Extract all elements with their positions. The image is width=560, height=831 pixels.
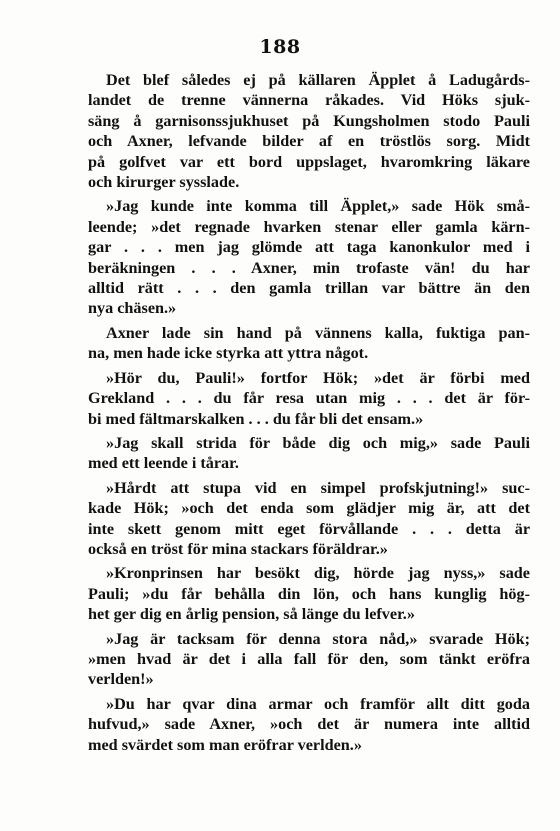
text-line: också en tröst för mina stackars föräldrar.» xyxy=(88,539,388,558)
paragraph xyxy=(88,629,530,690)
text-line: het ger dig en årlig pension, så länge du lefver.» xyxy=(88,605,415,624)
text-line: »Hårdt att stupa vid en simpel profskjutning!» suc- xyxy=(106,478,530,497)
text-line: »Du har qvar dina armar och framför allt ditt goda xyxy=(106,694,530,713)
text-line: kade Hök; »och det enda som glädjer mig är, att det xyxy=(88,499,530,518)
text-line: med ett leende i tårar. xyxy=(88,454,239,473)
text-line: Axner lade sin hand på vännens kalla, fuktiga pan- xyxy=(106,323,530,342)
text-line: med svärdet som man eröfrar verlden.» xyxy=(88,735,362,754)
text-line: bi med fältmarskalken . . . du får bli det ensam.» xyxy=(88,409,424,428)
text-line: »men hvad är det i alla fall för den, som tänkt eröfra xyxy=(88,649,530,668)
text-line: »Kronprinsen har besökt dig, hörde jag nyss,» sade xyxy=(106,564,530,583)
text-line: nya chäsen.» xyxy=(88,299,177,318)
text-line: på golfvet var ett bord uppslaget, hvaromkring läkare xyxy=(88,152,530,171)
text-line: Grekland . . . du får resa utan mig . . . det är för- xyxy=(88,389,530,408)
text-line: beräkningen . . . Axner, min trofaste vän! du har xyxy=(88,258,530,277)
text-line: »Hör du, Pauli!» fortfor Hök; »det är förbi med xyxy=(106,368,530,387)
text-line: alltid rätt . . . den gamla trillan var bättre än den xyxy=(88,279,530,298)
text-line: verlden!» xyxy=(88,670,154,689)
paragraph xyxy=(88,563,530,624)
text-line: Pauli; »du får behålla din lön, och hans kunglig hög- xyxy=(88,584,530,603)
text-line: landet de trenne vännerna råkades. Vid Höks sjuk- xyxy=(88,91,530,110)
paragraph xyxy=(88,694,530,755)
paragraph xyxy=(88,368,530,429)
text-line: »Jag skall strida för både dig och mig,» sade Pauli xyxy=(106,433,530,452)
text-line: och kirurger sysslade. xyxy=(88,173,240,192)
text-line: gar . . . men jag glömde att taga kanonkulor med i xyxy=(88,238,530,257)
paragraph xyxy=(88,478,530,560)
paragraph xyxy=(88,196,530,318)
paragraph xyxy=(88,70,530,192)
text-line: »Jag kunde inte komma till Äpplet,» sade Hök små- xyxy=(106,197,530,216)
paragraph xyxy=(88,323,530,364)
body-text xyxy=(88,70,530,759)
text-line: Det blef således ej på källaren Äpplet å Ladugårds- xyxy=(106,71,530,89)
page-number: 188 xyxy=(259,36,301,58)
text-line: inte skett genom mitt eget förvållande . . . detta är xyxy=(88,519,530,538)
text-line: säng å garnisonssjukhuset på Kungsholmen stodo Pauli xyxy=(88,111,530,130)
text-line: na, men hade icke styrka att yttra något. xyxy=(88,344,369,363)
text-line: hufvud,» sade Axner, »och det är numera inte alltid xyxy=(88,715,530,734)
paragraph xyxy=(88,433,530,474)
text-line: »Jag är tacksam för denna stora nåd,» svarade Hök; xyxy=(106,629,530,648)
text-line: leende; »det regnade hvarken stenar eller gamla kärn- xyxy=(88,217,530,236)
text-line: och Axner, lefvande bilder af en tröstlös sorg. Midt xyxy=(88,132,530,151)
